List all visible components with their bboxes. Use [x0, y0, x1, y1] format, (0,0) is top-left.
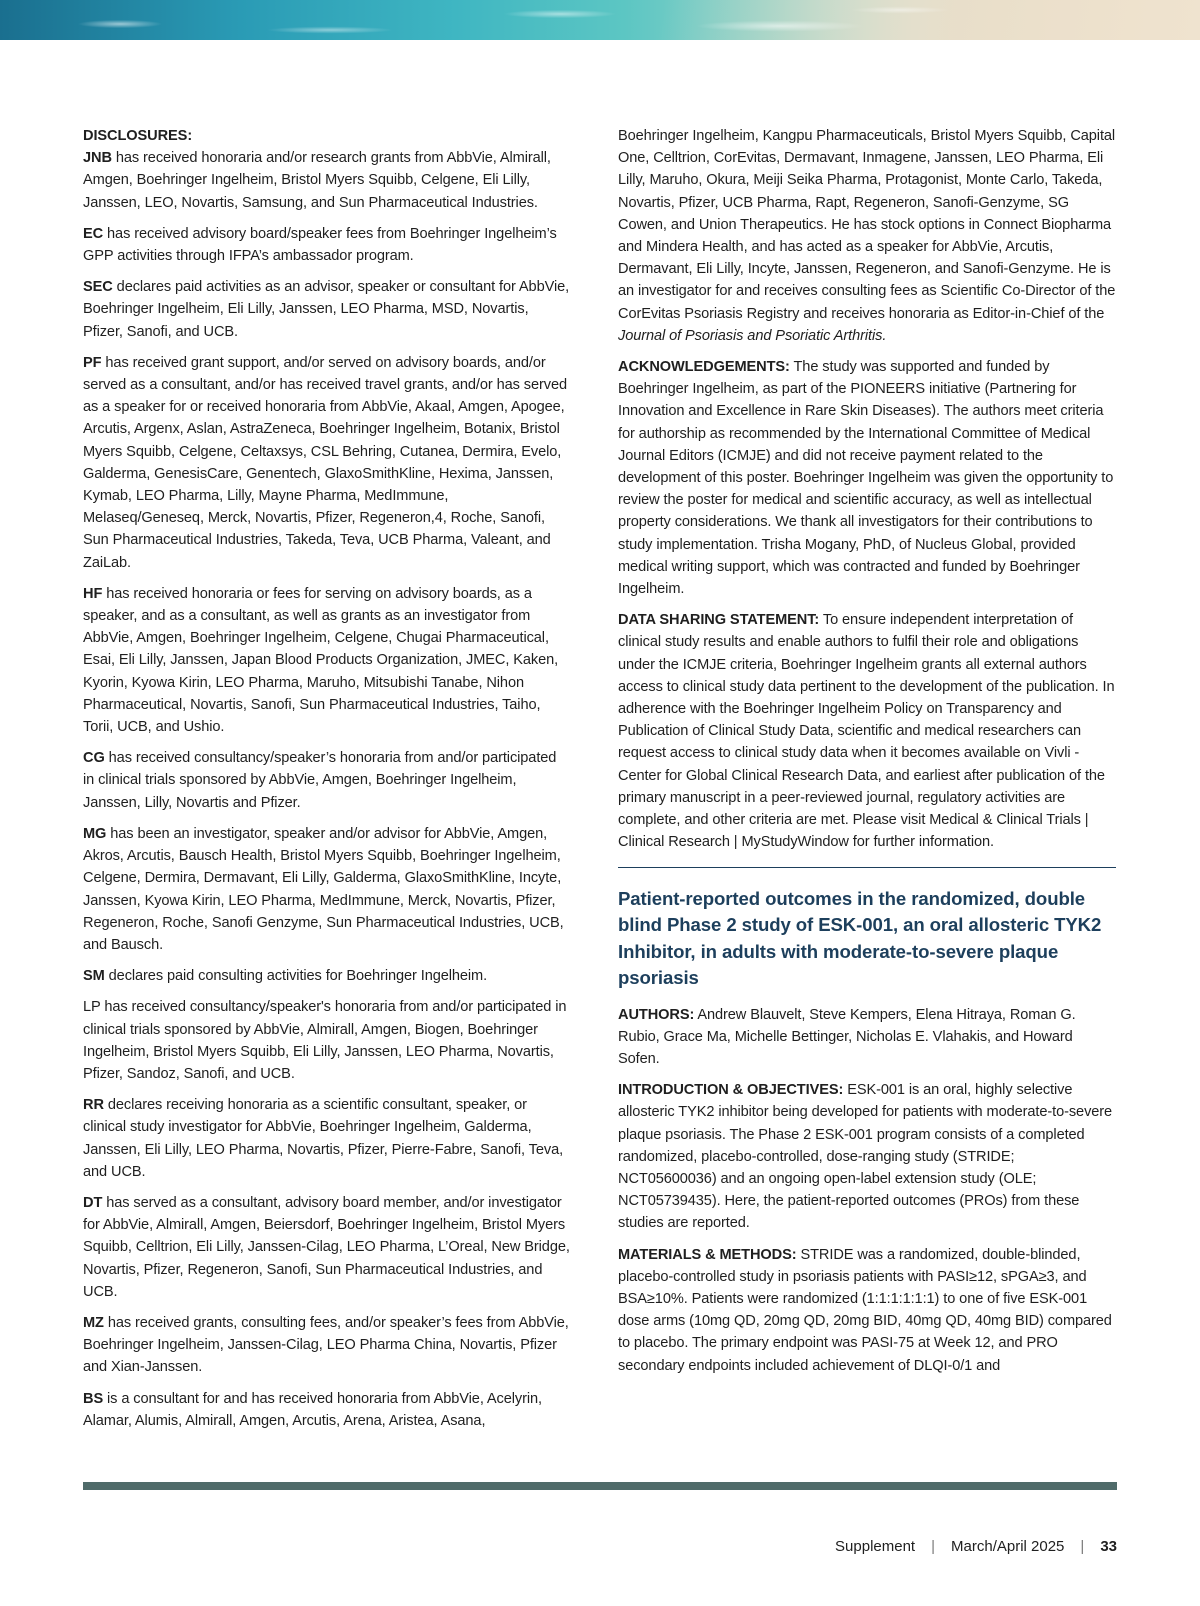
page-footer: [835, 1536, 1117, 1558]
article-title: Patient-reported outcomes in the randomized, double blind Phase 2 study of ESK-001, an oral allosteric TYK2 Inhibitor, in adults with moderate-to-severe plaque psoriasis: [618, 887, 1102, 988]
disclosure-entry: RR declares receiving honoraria as a scientific consultant, speaker, or clinical study investigator for AbbVie, Boehringer Ingelheim, Galderma, Janssen, Eli Lilly, LEO Pharma, Novartis, Pfizer, Pierre-Fabre, Sanofi, Teva, and UCB.: [83, 1097, 564, 1180]
footer-journal: Supplement: [835, 1538, 916, 1555]
disclosure-entry: CG has received consultancy/speaker’s honoraria from and/or participated in clinical trials sponsored by AbbVie, Amgen, Boehringer Ingelheim, Janssen, Lilly, Novartis and Pfizer.: [83, 750, 557, 811]
header-banner-image: [0, 0, 1200, 40]
disclosure-entry: SEC declares paid activities as an advisor, speaker or consultant for AbbVie, Boehringer Ingelheim, Eli Lilly, Janssen, LEO Pharma, MSD, Novartis, Pfizer, Sanofi, and UCB.: [83, 279, 570, 340]
disclosure-entry: EC has received advisory board/speaker fees from Boehringer Ingelheim’s GPP activities through IFPA’s ambassador program.: [83, 225, 557, 265]
disclosure-entry: DT has served as a consultant, advisory board member, and/or investigator for AbbVie, Almirall, Amgen, Beiersdorf, Boehringer Ingelheim, Bristol Myers Squibb, Celltrion, Eli Lilly, Janssen-Cilag, LEO Pharma, L’Oreal, New Bridge, Novartis, Pfizer, Regeneron, Sanofi, Sun Pharmaceutical Industries, and UCB.: [83, 1194, 570, 1300]
methods-paragraph: MATERIALS & METHODS: STRIDE was a randomized, double-blinded, placebo-controlled study in psoriasis patients with PASI≥12, sPGA≥3, and BSA≥10%. Patients were randomized (1:1:1:1:1:1) to one of five ESK-001 dose arms (10mg QD, 20mg QD, 20mg BID, 40mg QD, 40mg BID) compared to placebo. The primary endpoint was PASI-75 at Week 12, and PRO secondary endpoints included achievement of DLQI-0/1 and: [618, 1246, 1112, 1374]
journal-name: Journal of Psoriasis and Psoriatic Arthritis.: [618, 327, 887, 344]
disclosure-entry: MG has been an investigator, speaker and/or advisor for AbbVie, Amgen, Akros, Arcutis, Bausch Health, Bristol Myers Squibb, Boehringer Ingelheim, Celgene, Dermira, Dermavant, Eli Lilly, Galderma, GlaxoSmithKline, Incyte, Janssen, Kyowa Kirin, LEO Pharma, MedImmune, Merck, Novartis, Pfizer, Regeneron, Roche, Sanofi Genzyme, Sun Pharmaceutical Industries, UCB, and Bausch.: [83, 825, 564, 953]
disclosure-entry: SM declares paid consulting activities for Boehringer Ingelheim.: [83, 968, 488, 985]
footer-divider: |: [931, 1538, 936, 1555]
introduction-label: INTRODUCTION & OBJECTIVES:: [618, 1082, 844, 1099]
data-sharing-label: DATA SHARING STATEMENT:: [618, 612, 820, 629]
disclosures-heading: DISCLOSURES:: [83, 128, 193, 144]
disclosure-entry: PF has received grant support, and/or served on advisory boards, and/or served as a consultant, and/or has received travel grants, and/or has served as a speaker for or received honoraria from AbbVie, Akaal, Amgen, Apogee, Arcutis, Argenx, Aslan, AstraZeneca, Boehringer Ingelheim, Botanix, Bristol Myers Squibb, Celgene, Celtaxsys, CSL Behring, Cutanea, Dermira, Evelo, Galderma, GenesisCare, Genentech, GlaxoSmithKline, Hexima, Janssen, Kymab, LEO Pharma, Lilly, Mayne Pharma, MedImmune, Melaseq/Geneseq, Merck, Novartis, Pfizer, Regeneron,4, Roche, Sanofi, Sun Pharmaceutical Industries, Takeda, Teva, UCB Pharma, Valeant, and ZaiLab.: [83, 354, 567, 571]
disclosure-entry: MZ has received grants, consulting fees, and/or speaker’s fees from AbbVie, Boehringer Ingelheim, Janssen-Cilag, LEO Pharma China, Novartis, Pfizer and Xian-Janssen.: [83, 1314, 569, 1376]
authors-paragraph: AUTHORS: Andrew Blauvelt, Steve Kempers, Elena Hitraya, Roman G. Rubio, Grace Ma, Michelle Bettinger, Nicholas E. Vlahakis, and Howard Sofen.: [618, 1006, 1076, 1067]
footer-divider: |: [1080, 1538, 1085, 1555]
methods-label: MATERIALS & METHODS:: [618, 1246, 797, 1263]
right-column: [618, 125, 1116, 1386]
data-sharing-paragraph: DATA SHARING STATEMENT: To ensure independent interpretation of clinical study results and enable authors to fulfil their role and obligations under the ICMJE criteria, Boehringer Ingelheim grants all external authors access to clinical study data pertinent to the development of the publication. In adherence with the Boehringer Ingelheim Policy on Transparency and Publication of Clinical Study Data, scientific and medical researchers can request access to clinical study data when it becomes available on Vivli - Center for Global Clinical Research Data, and earliest after publication of the primary manuscript in a peer-reviewed journal, regulatory activities are complete, and other criteria are met. Please visit Medical & Clinical Trials | Clinical Research | MyStudyWindow for further information.: [618, 612, 1115, 851]
authors-label: AUTHORS:: [618, 1006, 695, 1023]
acknowledgements-label: ACKNOWLEDGEMENTS:: [618, 359, 790, 376]
footer-issue: March/April 2025: [951, 1538, 1065, 1555]
page-number: 33: [1100, 1538, 1117, 1555]
disclosure-entry: HF has received honoraria or fees for serving on advisory boards, as a speaker, and as a consultant, as well as grants as an investigator from AbbVie, Amgen, Boehringer Ingelheim, Celgene, Chugai Pharmaceutical, Esai, Eli Lilly, Janssen, Japan Blood Products Organization, JMEC, Kaken, Kyorin, Kyowa Kirin, LEO Pharma, Maruho, Mitsubishi Tanabe, Nihon Pharmaceutical, Novartis, Sanofi, Sun Pharmaceutical Industries, Taiho, Torii, UCB, and Ushio.: [83, 585, 559, 736]
disclosure-entry: BS is a consultant for and has received honoraria from AbbVie, Acelyrin, Alamar, Alumis, Almirall, Amgen, Arcutis, Arena, Aristea, Asana,: [83, 1390, 542, 1429]
disclosure-entry: JNB has received honoraria and/or research grants from AbbVie, Almirall, Amgen, Boehringer Ingelheim, Bristol Myers Squibb, Celgene, Eli Lilly, Janssen, LEO, Novartis, Samsung, and Sun Pharmaceutical Industries.: [83, 150, 551, 211]
disclosure-entry: LP has received consultancy/speaker's honoraria from and/or participated in clinical trials sponsored by AbbVie, Almirall, Amgen, Biogen, Boehringer Ingelheim, Bristol Myers Squibb, Eli Lilly, Janssen, LEO Pharma, Novartis, Pfizer, Sandoz, Sanofi, and UCB.: [83, 999, 567, 1082]
wave-foam-decoration: [0, 0, 1200, 40]
introduction-paragraph: INTRODUCTION & OBJECTIVES: ESK-001 is an oral, highly selective allosteric TYK2 inhibitor being developed for patients with moderate-to-severe plaque psoriasis. The Phase 2 ESK-001 program consists of a completed randomized, placebo-controlled, dose-ranging study (STRIDE; NCT05600036) and an ongoing open-label extension study (OLE; NCT05739435). Here, the patient-reported outcomes (PROs) from these studies are reported.: [618, 1082, 1113, 1232]
section-divider: [618, 867, 1116, 868]
left-column: [83, 125, 571, 1441]
disclosure-continuation: Boehringer Ingelheim, Kangpu Pharmaceuticals, Bristol Myers Squibb, Capital One, Celltrion, CorEvitas, Dermavant, Inmagene, Janssen, LEO Pharma, Eli Lilly, Maruho, Okura, Meiji Seika Pharma, Protagonist, Monte Carlo, Takeda, Novartis, Pfizer, UCB Pharma, Rapt, Regeneron, Sanofi-Genzyme, SG Cowen, and Union Therapeutics. He has stock options in Connect Biopharma and Mindera Health, and has acted as a speaker for AbbVie, Arcutis, Dermavant, Eli Lilly, Incyte, Janssen, Regeneron, and Sanofi-Genzyme. He is an investigator for and receives consulting fees as Scientific Co-Director of the CorEvitas Psoriasis Registry and receives honoraria as Editor-in-Chief of the Journal of Psoriasis and Psoriatic Arthritis.: [618, 128, 1116, 344]
acknowledgements-paragraph: ACKNOWLEDGEMENTS: The study was supported and funded by Boehringer Ingelheim, as part of the PIONEERS initiative (Partnering for Innovation and Excellence in Rare Skin Diseases). The authors meet criteria for authorship as recommended by the International Committee of Medical Journal Editors (ICMJE) and did not receive payment related to the development of this poster. Boehringer Ingelheim was given the opportunity to review the poster for medical and scientific accuracy, as well as intellectual property considerations. We thank all investigators for their contributions to study implementation. Trisha Mogany, PhD, of Nucleus Global, provided medical writing support, which was contracted and funded by Boehringer Ingelheim.: [618, 359, 1114, 598]
bottom-rule: [83, 1482, 1117, 1490]
